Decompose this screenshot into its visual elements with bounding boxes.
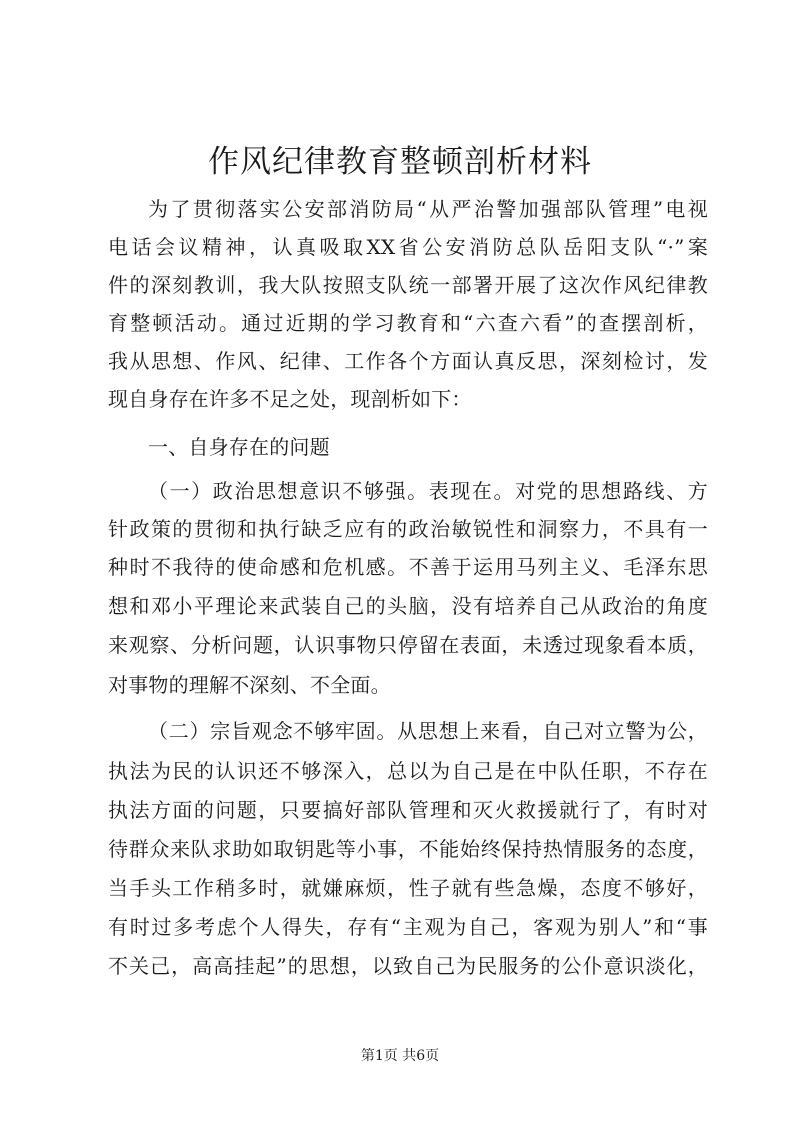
paragraph-line: 我从思想、作风、纪律、工作各个方面认真反思，深刻检讨，发: [108, 349, 708, 373]
paragraph-line: （二）宗旨观念不够牢固。从思想上来看，自己对立警为公，: [148, 719, 708, 743]
paragraph-line: 种时不我待的使命感和危机感。不善于运用马列主义、毛泽东思: [108, 555, 708, 579]
paragraph-line: 为了贯彻落实公安部消防局“从严治警加强部队管理”电视: [148, 197, 708, 221]
paragraph-line: 想和邓小平理论来武装自己的头脑，没有培养自己从政治的角度: [108, 594, 708, 618]
paragraph-line: 执法为民的认识还不够深入，总以为自己是在中队任职，不存在: [108, 759, 708, 783]
paragraph-line: 现自身存在许多不足之处，现剖析如下：: [108, 387, 472, 411]
paragraph-line: 来观察、分析问题，认识事物只停留在表面，未透过现象看本质，: [108, 633, 708, 657]
paragraph-line: 件的深刻教训，我大队按照支队统一部署开展了这次作风纪律教: [108, 273, 708, 297]
paragraph-line: 待群众来队求助如取钥匙等小事，不能始终保持热情服务的态度，: [108, 837, 708, 861]
paragraph-line: 当手头工作稍多时，就嫌麻烦，性子就有些急燥，态度不够好，: [108, 876, 708, 900]
document-title: 作风纪律教育整顿剖析材料: [208, 144, 592, 180]
paragraph-line: 电话会议精神，认真吸取XX省公安消防总队岳阳支队“·”案: [108, 235, 708, 259]
paragraph-line: 有时过多考虑个人得失，存有“主观为自己，客观为别人”和“事: [108, 915, 708, 939]
paragraph-line: 育整顿活动。通过近期的学习教育和“六查六看”的查摆剖析，: [108, 311, 708, 335]
paragraph-line: 针政策的贯彻和执行缺乏应有的政治敏锐性和洞察力，不具有一: [108, 517, 708, 541]
paragraph-line: 执法方面的问题，只要搞好部队管理和灭火救援就行了，有时对: [108, 798, 708, 822]
paragraph-line: （一）政治思想意识不够强。表现在。对党的思想路线、方: [148, 479, 708, 503]
section-heading: 一、自身存在的问题: [148, 435, 330, 459]
paragraph-line: 对事物的理解不深刻、不全面。: [108, 673, 391, 697]
paragraph-line: 不关己，高高挂起”的思想，以致自己为民服务的公仆意识淡化，: [108, 954, 708, 978]
page-number-footer: 第1页 共6页: [360, 1048, 440, 1064]
